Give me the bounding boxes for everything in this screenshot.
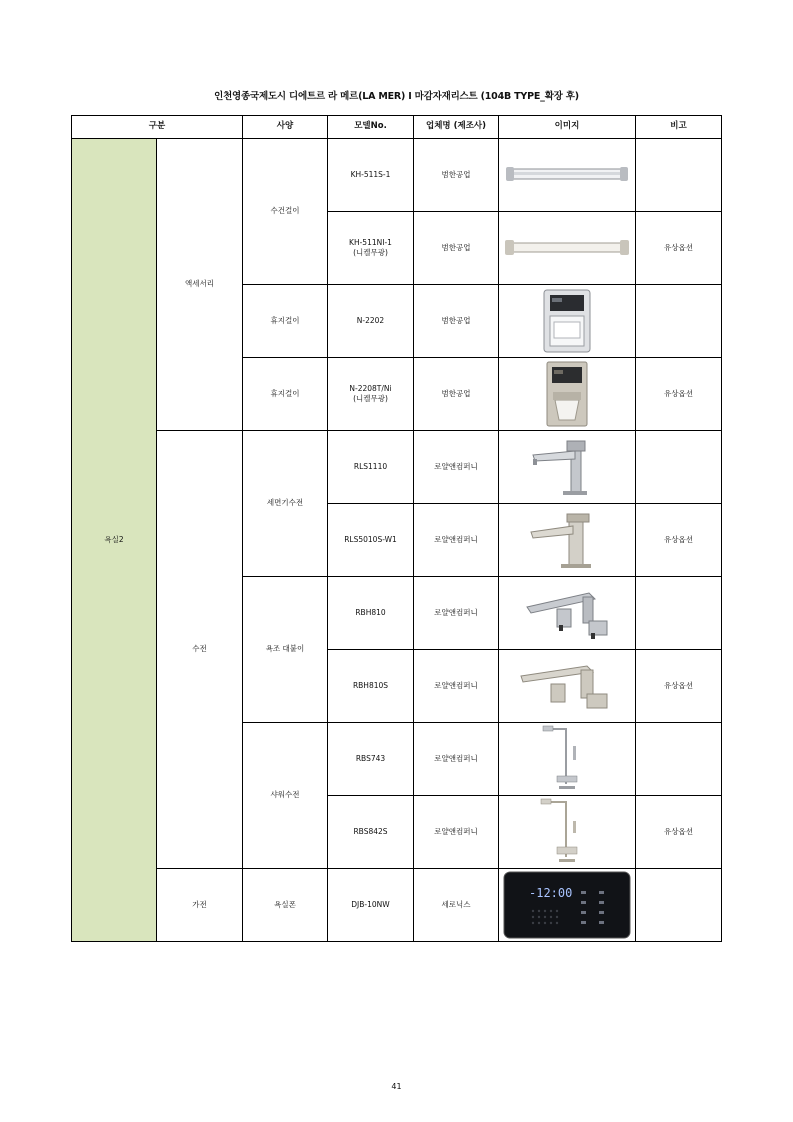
group-faucet: 수전 bbox=[157, 431, 243, 869]
group-accessory: 액세서리 bbox=[157, 139, 243, 431]
maker-cell: 로얄앤컴퍼니 bbox=[414, 504, 499, 577]
spec-paper-holder: 휴지걸이 bbox=[243, 358, 328, 431]
note-cell bbox=[636, 431, 722, 504]
room-cell: 욕실2 bbox=[72, 139, 157, 942]
spec-bath-phone: 욕실폰 bbox=[243, 869, 328, 942]
basin-faucet-nickel-icon bbox=[527, 510, 607, 570]
towel-bar-icon bbox=[502, 160, 632, 190]
image-cell bbox=[499, 577, 636, 650]
model-cell: N-2208T/Ni (니켈무광) bbox=[328, 358, 414, 431]
maker-cell: 범한공업 bbox=[414, 139, 499, 212]
maker-cell: 로얄앤컴퍼니 bbox=[414, 723, 499, 796]
image-cell bbox=[499, 358, 636, 431]
model-cell: RBS743 bbox=[328, 723, 414, 796]
model-cell: KH-511S-1 bbox=[328, 139, 414, 212]
note-cell bbox=[636, 723, 722, 796]
maker-cell: 범한공업 bbox=[414, 212, 499, 285]
bath-faucet-icon bbox=[517, 585, 617, 641]
table-row bbox=[72, 869, 722, 942]
image-cell bbox=[499, 796, 636, 869]
table-row bbox=[72, 431, 722, 504]
maker-cell: 범한공업 bbox=[414, 285, 499, 358]
phone-clock-display: -12:00 bbox=[529, 886, 573, 900]
model-cell: RBH810S bbox=[328, 650, 414, 723]
note-cell: 유상옵션 bbox=[636, 212, 722, 285]
header-maker: 업체명 (제조사) bbox=[414, 116, 499, 139]
spec-basin-faucet: 세면기수전 bbox=[243, 431, 328, 577]
model-cell: RLS1110 bbox=[328, 431, 414, 504]
header-model: 모델No. bbox=[328, 116, 414, 139]
model-cell: RBS842S bbox=[328, 796, 414, 869]
image-cell bbox=[499, 139, 636, 212]
note-cell: 유상옵션 bbox=[636, 796, 722, 869]
spec-shower-faucet: 샤워수전 bbox=[243, 723, 328, 869]
bath-faucet-nickel-icon bbox=[517, 658, 617, 714]
maker-cell: 로얄앤컴퍼니 bbox=[414, 650, 499, 723]
note-cell bbox=[636, 869, 722, 942]
maker-cell: 세로닉스 bbox=[414, 869, 499, 942]
note-cell bbox=[636, 577, 722, 650]
header-category: 구분 bbox=[72, 116, 243, 139]
model-cell: DJB-10NW bbox=[328, 869, 414, 942]
model-cell: N-2202 bbox=[328, 285, 414, 358]
image-cell bbox=[499, 212, 636, 285]
note-cell: 유상옵션 bbox=[636, 358, 722, 431]
model-cell: RLS5010S-W1 bbox=[328, 504, 414, 577]
maker-cell: 로얄앤컴퍼니 bbox=[414, 431, 499, 504]
shower-set-icon bbox=[537, 724, 597, 794]
maker-cell: 범한공업 bbox=[414, 358, 499, 431]
header-spec: 사양 bbox=[243, 116, 328, 139]
spec-paper-holder: 휴지걸이 bbox=[243, 285, 328, 358]
image-cell bbox=[499, 650, 636, 723]
paper-holder-nickel-icon bbox=[545, 360, 589, 428]
model-cell: KH-511NI-1 (니켈무광) bbox=[328, 212, 414, 285]
image-cell bbox=[499, 869, 636, 942]
model-cell: RBH810 bbox=[328, 577, 414, 650]
note-cell bbox=[636, 285, 722, 358]
table-row bbox=[72, 139, 722, 212]
header-image: 이미지 bbox=[499, 116, 636, 139]
towel-bar-nickel-icon bbox=[502, 233, 632, 263]
finish-materials-table bbox=[71, 115, 722, 942]
basin-faucet-icon bbox=[527, 437, 607, 497]
bathroom-phone-icon bbox=[503, 871, 631, 939]
note-cell: 유상옵션 bbox=[636, 650, 722, 723]
maker-cell: 로얄앤컴퍼니 bbox=[414, 577, 499, 650]
image-cell bbox=[499, 285, 636, 358]
note-cell bbox=[636, 139, 722, 212]
shower-set-nickel-icon bbox=[537, 797, 597, 867]
image-cell bbox=[499, 431, 636, 504]
group-appliance: 가전 bbox=[157, 869, 243, 942]
header-note: 비고 bbox=[636, 116, 722, 139]
maker-cell: 로얄앤컴퍼니 bbox=[414, 796, 499, 869]
image-cell bbox=[499, 504, 636, 577]
page-number: 41 bbox=[391, 1082, 402, 1091]
table-header-row bbox=[72, 116, 722, 139]
image-cell bbox=[499, 723, 636, 796]
paper-holder-icon bbox=[542, 288, 592, 354]
spec-towel-bar: 수건걸이 bbox=[243, 139, 328, 285]
note-cell: 유상옵션 bbox=[636, 504, 722, 577]
page-title: 인천영종국제도시 디에트르 라 메르(LA MER) I 마감자재리스트 (104B TYPE_확장 후) bbox=[214, 91, 579, 102]
spec-bath-faucet: 욕조 대붙이 bbox=[243, 577, 328, 723]
